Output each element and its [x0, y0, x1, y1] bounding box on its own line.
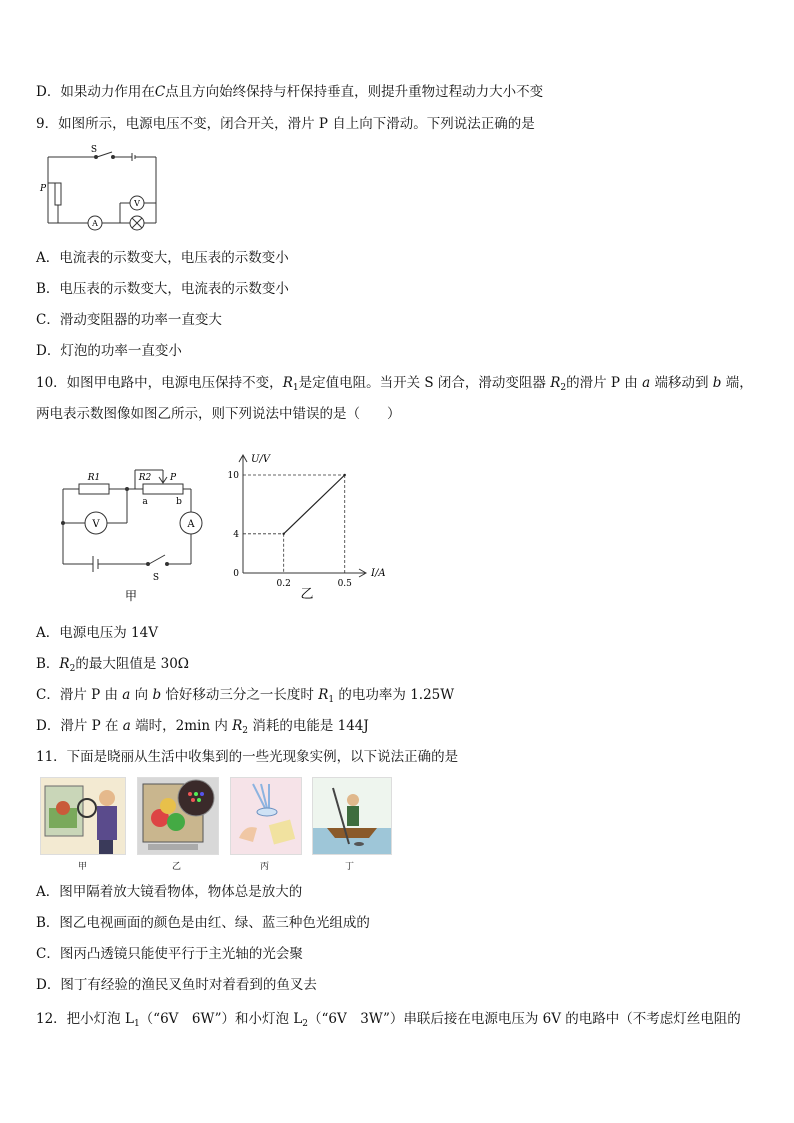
q10-option-a: A．电源电压为 14V [36, 625, 158, 641]
q12-stem: 12．把小灯泡 $L_1(“6V$ 6W”）和小灯泡 $L_2(“6V$ 3W”）串联后接在电源电压为 6V 的电路中（不考虑灯丝电阻的 [36, 1011, 741, 1029]
q11-option-c: C．图丙凸透镜只能使平行于主光轴的光会聚 [36, 946, 303, 962]
q9-option-d: D．灯泡的功率一直变小 [36, 343, 182, 359]
q9-slider-label: P [39, 184, 46, 194]
q11-caption-yi: 乙 [172, 862, 182, 872]
q10-switch-label: S [152, 573, 160, 583]
q11-caption-bing: 丙 [260, 862, 270, 872]
q11-option-a: A．图甲隔着放大镜看物体，物体总是放大的 [36, 884, 303, 900]
q9-option-a: A．电流表的示数变大，电压表的示数变小 [36, 250, 289, 266]
q9-switch-label: S [90, 145, 98, 155]
q11-picture-bing [230, 777, 302, 855]
q9-voltmeter-label: V [134, 199, 140, 208]
graph-xlabel: I/A [371, 568, 386, 579]
q10-voltmeter-label: V [92, 519, 100, 530]
q10-stem-line2: 两电表示数图像如图乙所示，则下列说法中错误的是（ ） [36, 406, 401, 422]
q10-option-c: C．滑片 P 由 a 向 b 恰好移动三分之一长度时 $R_1$ 的电功率为 1.25W [36, 687, 455, 705]
q8-option-d: D．如果动力作用在C点且方向始终保持与杆保持垂直，则提升重物过程动力大小不变 [36, 84, 544, 100]
q10-fig-caption-jia: 甲 [124, 589, 138, 603]
q11-caption-jia: 甲 [78, 862, 88, 872]
y-tick-label-1: 10 [227, 471, 239, 481]
graph-origin-label: 0 [233, 569, 239, 579]
q11-caption-ding: 丁 [345, 862, 355, 872]
q11-option-b: B．图乙电视画面的颜色是由红、绿、蓝三种色光组成的 [36, 915, 370, 931]
q9-stem: 9．如图所示，电源电压不变，闭合开关，滑片 P 自上向下滑动。下列说法正确的是 [36, 116, 535, 132]
q9-circuit-figure [40, 145, 170, 235]
x-tick-label-1: 0.5 [337, 579, 352, 589]
q10-option-b: B．$R_2$的最大阻值是 30Ω [36, 656, 189, 674]
q11-picture-ding [312, 777, 392, 855]
q11-picture-yi [137, 777, 219, 855]
q9-option-b: B．电压表的示数变大，电流表的示数变小 [36, 281, 289, 297]
q10-ammeter-label: A [187, 519, 195, 530]
q10-slider-label: P [169, 473, 177, 483]
q9-ammeter-label: A [92, 219, 98, 228]
graph-ylabel: U/V [251, 454, 271, 465]
q11-picture-jia [40, 777, 126, 855]
x-tick-label-0: 0.2 [276, 579, 291, 589]
q10-ui-graph [225, 448, 395, 603]
q10-r1-label: R1 [87, 473, 101, 483]
data-series-line [284, 475, 345, 534]
data-point-0 [282, 533, 284, 535]
q10-r2-label: R2 [138, 473, 152, 483]
q10-end-a-label: a [142, 497, 148, 507]
q10-end-b-label: b [176, 497, 182, 507]
q9-option-c: C．滑动变阻器的功率一直变大 [36, 312, 222, 328]
q10-stem-line1: 10．如图甲电路中，电源电压保持不变，$R_1$是定值电阻。当开关 S 闭合，滑动变阻器 $R_2$的滑片 P 由 a 端移动到 b 端， [36, 375, 753, 393]
q10-circuit-figure [55, 462, 205, 602]
q11-stem: 11．下面是晓丽从生活中收集到的一些光现象实例，以下说法正确的是 [36, 749, 459, 765]
y-tick-label-0: 4 [233, 529, 239, 540]
graph-caption-yi: 乙 [300, 587, 314, 602]
q10-option-d: D．滑片 P 在 a 端时，2min 内 $R_2$ 消耗的电能是 144J [36, 718, 369, 736]
q11-option-d: D．图丁有经验的渔民叉鱼时对着看到的鱼叉去 [36, 977, 317, 993]
data-point-1 [344, 474, 346, 476]
